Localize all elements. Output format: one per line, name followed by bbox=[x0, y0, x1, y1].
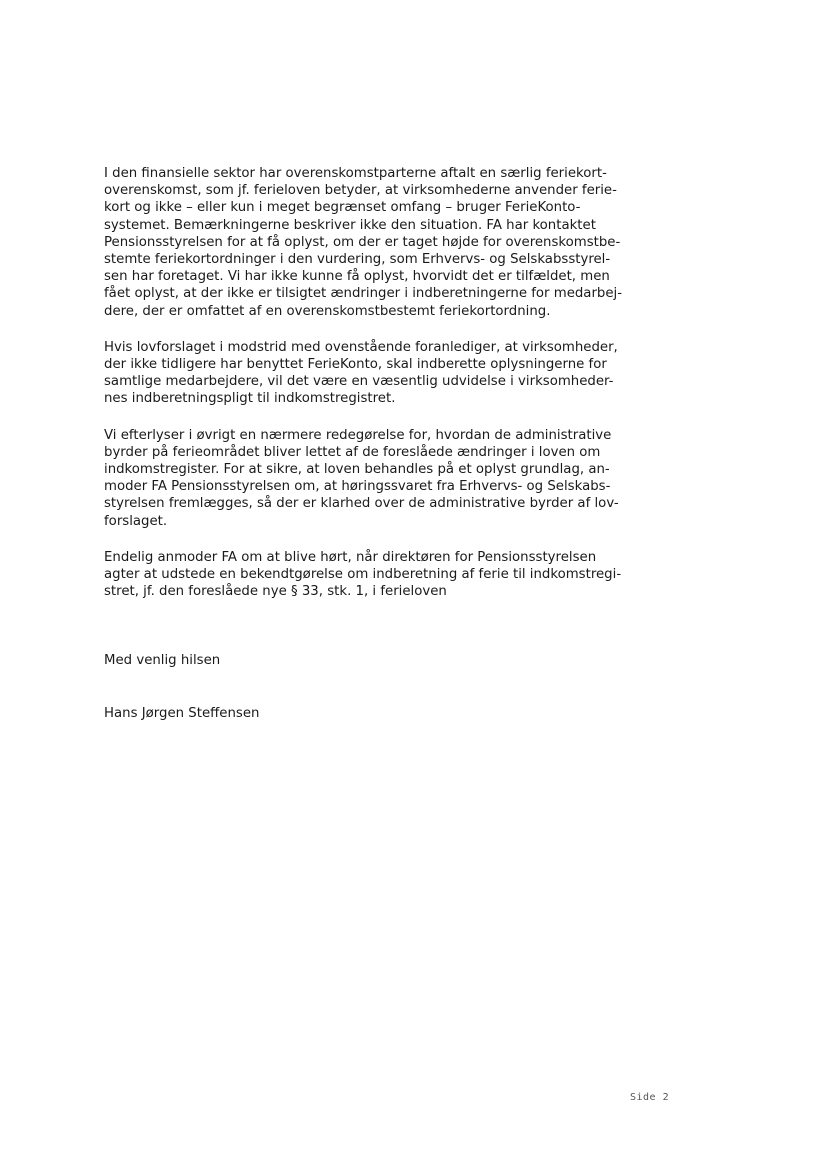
text-line: kort og ikke – eller kun i meget begrænset omfang – bruger FerieKonto- bbox=[104, 200, 581, 216]
text-line: fået oplyst, at der ikke er tilsigtet ændringer i indberetningerne for medarbej- bbox=[104, 286, 623, 302]
text-line: Pensionsstyrelsen for at få oplyst, om der er taget højde for overenskomstbe- bbox=[104, 234, 621, 250]
text-line: indkomstregister. For at sikre, at loven behandles på et oplyst grundlag, an- bbox=[104, 462, 610, 478]
body-paragraph bbox=[104, 427, 684, 530]
text-line: agter at udstede en bekendtgørelse om indberetning af ferie til indkomstregi- bbox=[104, 567, 622, 583]
text-line: stret, jf. den foreslåede nye § 33, stk. 1, i ferieloven bbox=[104, 584, 447, 600]
text-line: I den finansielle sektor har overenskomstparterne aftalt en særlig feriekort- bbox=[104, 166, 607, 181]
text-line: overenskomst, som jf. ferieloven betyder, at virksomhederne anvender ferie- bbox=[104, 183, 617, 199]
text-line: stemte feriekortordninger i den vurdering, som Erhvervs- og Selskabsstyrel- bbox=[104, 252, 611, 268]
text-line: Endelig anmoder FA om at blive hørt, når direktøren for Pensionsstyrelsen bbox=[104, 549, 597, 565]
text-line: styrelsen fremlægges, så der er klarhed over de administrative byrder af lov- bbox=[104, 496, 619, 512]
text-line: moder FA Pensionsstyrelsen om, at høringssvaret fra Erhvervs- og Selskabs- bbox=[104, 479, 611, 495]
text-line: nes indberetningspligt til indkomstregistret. bbox=[104, 391, 396, 407]
text-line: samtlige medarbejdere, vil det være en væsentlig udvidelse i virksomheder- bbox=[104, 374, 614, 390]
text-line: byrder på ferieområdet bliver lettet af de foreslåede ændringer i loven om bbox=[104, 444, 601, 460]
closing-salutation: Med venlig hilsen bbox=[104, 653, 221, 668]
body-paragraph bbox=[104, 339, 684, 408]
text-line: dere, der er omfattet af en overenskomstbestemt feriekortordning. bbox=[104, 303, 551, 319]
text-line: sen har foretaget. Vi har ikke kunne få oplyst, hvorvidt det er tilfældet, men bbox=[104, 269, 610, 285]
text-line: Hvis lovforslaget i modstrid med ovenstående foranlediger, at virksomheder, bbox=[104, 339, 618, 355]
body-paragraph bbox=[104, 549, 684, 601]
text-line: forslaget. bbox=[104, 513, 168, 529]
text-line: Vi efterlyser i øvrigt en nærmere redegørelse for, hvordan de administrative bbox=[104, 427, 612, 443]
signature-name: Hans Jørgen Steffensen bbox=[104, 706, 260, 721]
letter-body bbox=[104, 165, 684, 619]
body-paragraph bbox=[104, 165, 684, 320]
text-line: systemet. Bemærkningerne beskriver ikke den situation. FA har kontaktet bbox=[104, 217, 596, 233]
page-number: Side 2 bbox=[630, 1092, 670, 1103]
text-line: der ikke tidligere har benyttet FerieKonto, skal indberette oplysningerne for bbox=[104, 357, 607, 373]
